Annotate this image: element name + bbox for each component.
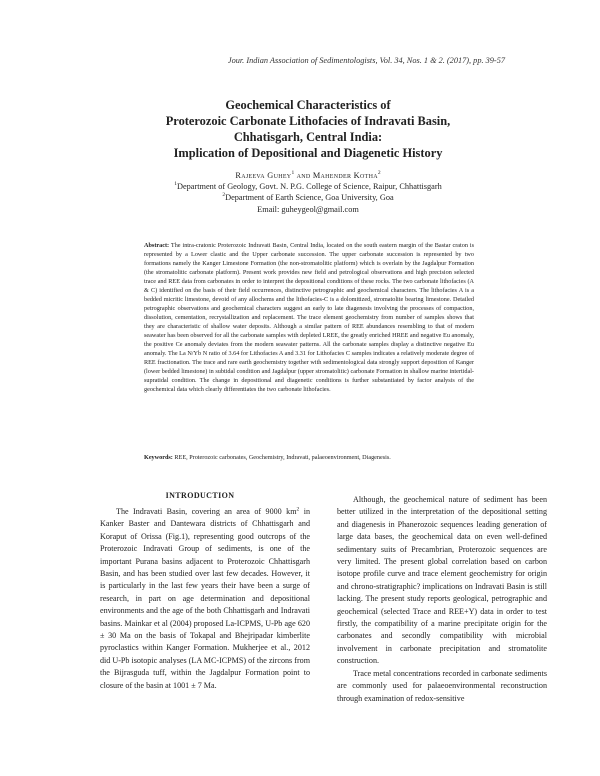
keywords-text: REE, Proterozoic carbonates, Geochemistry, Indravati, palaeoenvironment, Diagenesis. — [172, 454, 391, 461]
title-line: Chhatisgarh, Central India: — [233, 130, 383, 144]
paragraph-text: The Indravati Basin, covering an area of 9000 km — [116, 507, 297, 516]
author-superscript: 1 — [291, 170, 295, 177]
keywords — [144, 453, 474, 462]
section-heading-introduction: INTRODUCTION — [165, 491, 235, 500]
body-column-right — [337, 494, 547, 705]
paragraph: Although, the geochemical nature of sediment has been better utilized in the interpretation of the depositional setting and diagenesis in Phanerozoic sequences leading generation of large data bases, the geochemical data on even well-defined sedimentary suits of Precambrian, Proterozoic sequences are very limited. The present global correlation based on carbon isotope profile curve and trace element geochemistry for origin and chrono-stratigraphic? implications on Indravati Basin is still lacking. The present study reports geological, petrographic and geochemical (selected Trace and REE+Y) data in order to test firstly, the compatibility of a marine precipitate origin for the carbonates and secondly compatibility with microbial involvement in carbonate precipitation and stromatolite construction. — [337, 495, 547, 666]
abstract-text: The intra-cratonic Proterozoic Indravati Basin, Central India, located on the south eastern margin of the Bastar craton is represented by a Lower clastic and the Upper carbonate succession. The upper carbonate succession is represented by two formations namely the Kanger Limestone Formation (the non-stromatolitic platform) which is overlain by the Jagdalpur Formation (the stromatolitic carbonate platform). Present work provides new field and petrological observations and high precision selected trace and REE data from carbonates in order to interpret the depositional conditions of these rocks. The two carbonate lithofacies (A & C) identified on the basis of their field occurrences, distinctive petrographic and geochemical characters. The lithofacies A is a bedded micritic limestone, devoid of any allochems and the lithofacies-C is a dolomitized, stromatolite bearing limestone. Detailed petrographic observations and geochemical characters suggest an early to late diagenesis involving the processes of compaction, dissolution, cementation, recrystallization and replacement. The trace element geochemistry from number of samples shows that they are characteristic of shallow water deposits. Although a similar pattern of REE abundances resembling to that of modern seawater has been observed for all the carbonate samples with depleted LREE, the greatly enriched HREE and negative Eu anomaly, the positive Ce anomaly deviates from the modern seawater patterns. All the carbonate samples display a distinctive negative Eu anomaly. The La N/Yb N ratio of 3.64 for Lithofacies A and 3.31 for Lithofacies C samples indicates a relatively moderate degree of REE fractionation. The trace and rare earth geochemistry together with sedimentological data strongly support deposition of Kanger (lower bedded limestone) in subtidal condition and Jagdalpur (upper stromatolitic) carbonate Formation in shallow marine intertidal-supratidal condition. The change in depositional and diagenetic conditions is further substantiated by factor analysis of the geochemical data which clearly differentiates the two carbonate lithofacies. — [144, 242, 474, 394]
affiliation-text: Department of Earth Science, Goa University, Goa — [225, 193, 394, 203]
unit-superscript: 2 — [296, 506, 300, 513]
author-name: Rajeeva Guhey — [235, 171, 292, 180]
author-block — [100, 170, 516, 215]
journal-reference: Jour. Indian Association of Sedimentologists, Vol. 34, Nos. 1 & 2. (2017), pp. 39-57 — [227, 56, 505, 65]
affiliation-text: Department of Geology, Govt. N. P.G. College of Science, Raipur, Chhattisgarh — [176, 182, 442, 192]
paragraph — [100, 506, 310, 692]
body-column-left — [100, 506, 310, 692]
abstract — [144, 241, 474, 394]
title-line: Geochemical Characteristics of — [225, 98, 391, 112]
affiliation-superscript: 2 — [222, 192, 226, 199]
affiliation — [100, 192, 516, 203]
title-line: Implication of Depositional and Diagenetic History — [173, 146, 443, 160]
title-line: Proterozoic Carbonate Lithofacies of Indravati Basin, — [165, 114, 451, 128]
paragraph: Trace metal concentrations recorded in carbonate sediments are commonly used for palaeoenvironmental reconstruction through examination of redox-sensitive — [337, 668, 547, 703]
keywords-label: Keywords: — [144, 454, 173, 461]
abstract-label: Abstract: — [144, 242, 170, 249]
affiliation-superscript: 1 — [174, 181, 177, 188]
author-name: Mahender Kotha — [312, 171, 378, 180]
author-line — [100, 170, 516, 181]
affiliation — [100, 181, 516, 192]
paper-title — [100, 97, 516, 161]
paragraph-text: in Kanker Baster and Dantewara districts of Chhattisgarh and Koraput of Orissa (Fig.1), representing good outcrops of the Proterozoic Indravati Group of sediments, is one of the important Purana basins adjacent to Proterozoic Chhattisgarh Basin, and has been studied over last few decades. However, it is particularly in the last few years their have been a surge of research, in part on age determination and depositional environments and the age of the both Chhattisgarh and Indravati basins. Mainkar et al (2004) proposed La-ICPMS, U-Pb age 620 ± 30 Ma on the basis of Tokapal and Bhejripadar kimberlite pyroclastics within Kanger Formation. Mukherjee et al., 2012 did U-Pb isotopic analyses (LA MC-ICPMS) of the zircons from the Bijrasguda tuff, within the Jagdalpur Formation point to closure of the basin at 1001 ± 7 Ma. — [100, 507, 310, 690]
author-superscript: 2 — [377, 170, 381, 177]
author-conjunction: and — [294, 171, 313, 180]
author-email: Email: guheygeol@gmail.com — [257, 204, 359, 214]
